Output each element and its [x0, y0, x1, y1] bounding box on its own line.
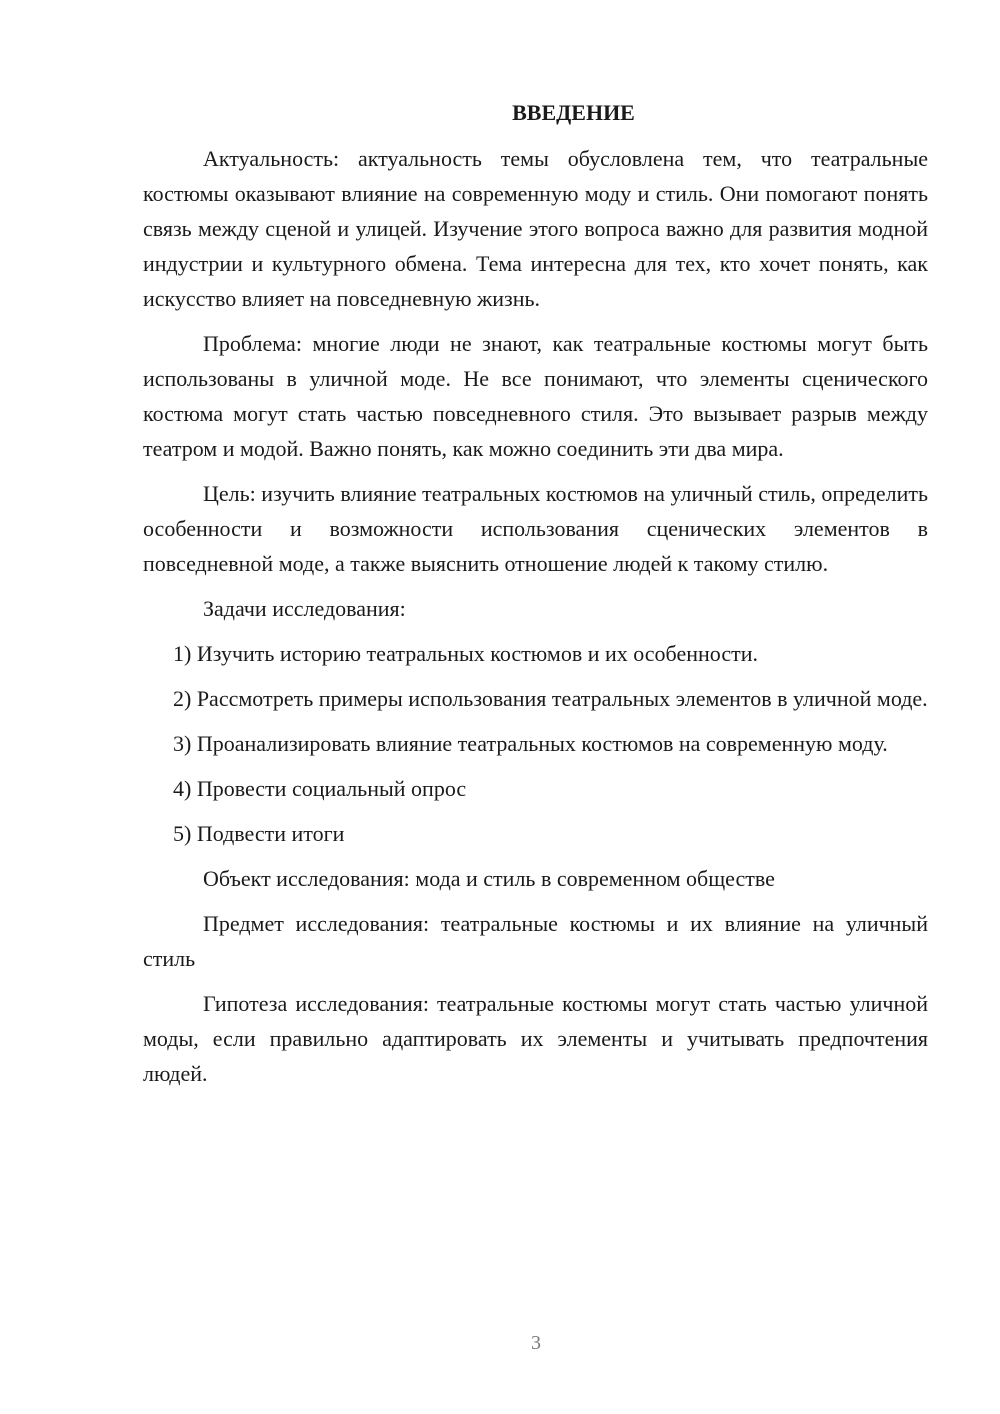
hypothesis-paragraph: Гипотеза исследования: театральные костюмы могут стать частью уличной моды, если правильно адаптировать их элементы и учитывать предпочтения людей.	[143, 991, 928, 1086]
task-item-3: 3) Проанализировать влияние театральных костюмов на современную моду.	[173, 731, 888, 756]
task-item-2: 2) Рассмотреть примеры использования театральных элементов в уличной моде.	[173, 686, 928, 711]
problem-paragraph: Проблема: многие люди не знают, как театральные костюмы могут быть использованы в уличной моде. Не все понимают, что элементы сценического костюма могут стать частью повседневного стиля. Это вызывает разрыв между театром и модой. Важно понять, как можно соединить эти два мира.	[143, 331, 928, 461]
task-item-1: 1) Изучить историю театральных костюмов и их особенности.	[173, 641, 758, 666]
goal-paragraph: Цель: изучить влияние театральных костюмов на уличный стиль, определить особенности и возможности использования сценических элементов в повседневной моде, а также выяснить отношение людей к такому стилю.	[143, 481, 928, 576]
relevance-paragraph: Актуальность: актуальность темы обусловлена тем, что театральные костюмы оказывают влияние на современную моду и стиль. Они помогают понять связь между сценой и улицей. Изучение этого вопроса важно для развития модной индустрии и культурного обмена. Тема интересна для тех, кто хочет понять, как искусство влияет на повседневную жизнь.	[143, 146, 928, 311]
page-title: ВВЕДЕНИЕ	[512, 100, 635, 125]
document-body	[143, 95, 928, 1101]
subject-paragraph: Предмет исследования: театральные костюмы и их влияние на уличный стиль	[143, 911, 928, 971]
tasks-title: Задачи исследования:	[203, 596, 406, 621]
task-item-4: 4) Провести социальный опрос	[173, 776, 467, 801]
page-number: 3	[531, 1332, 541, 1354]
task-item-5: 5) Подвести итоги	[173, 821, 345, 846]
object-paragraph: Объект исследования: мода и стиль в современном обществе	[203, 866, 775, 891]
